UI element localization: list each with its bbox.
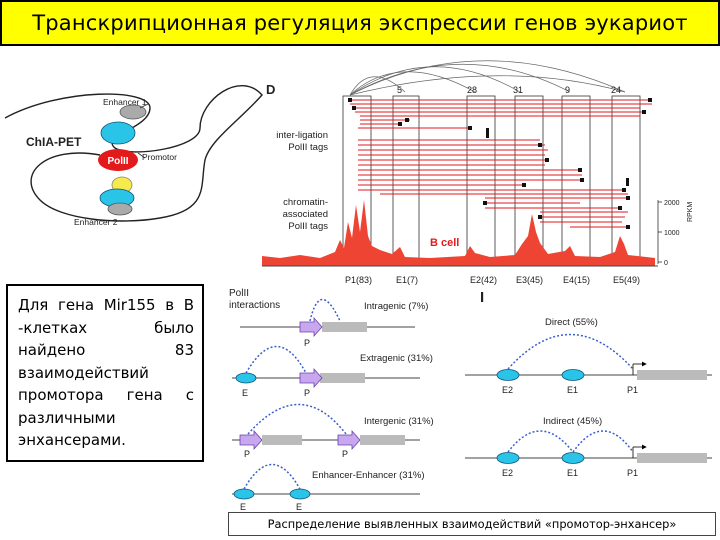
indirect-label: Indirect (45%) <box>543 416 603 427</box>
region-label-e3: E3(45) <box>516 275 544 285</box>
direct-diagram <box>465 317 712 395</box>
region-label-e4: E4(15) <box>563 275 591 285</box>
enhancer1-label: Enhancer 1 <box>103 97 147 107</box>
chiapet-label: ChIA-PET <box>26 135 82 149</box>
chromatin-label-2: associated <box>282 209 328 220</box>
direct-label: Direct (55%) <box>545 317 598 328</box>
indirect-diagram <box>465 416 712 478</box>
enhancer1-cyan-oval <box>101 122 135 144</box>
interaction-rows <box>350 100 652 227</box>
caption-box <box>228 512 716 536</box>
caption-text: Распределение выявленных взаимодействий «промотор-энхансер» <box>267 517 677 531</box>
chiapet-illustration <box>5 86 262 227</box>
svg-text:P: P <box>304 388 311 398</box>
svg-text:E1: E1 <box>567 468 579 478</box>
extragenic-label: Extragenic (31%) <box>360 353 433 364</box>
arc-count-4: 9 <box>565 85 571 95</box>
svg-text:E: E <box>242 388 249 398</box>
enhancer2-gray-oval <box>108 203 132 215</box>
panel-i <box>229 288 712 512</box>
chromatin-label-3: PolII tags <box>288 221 328 232</box>
description-text: Для гена Mir155 в В -клетках было найдено 83 взаимодействий промотора гена с различными энхансерами. <box>18 296 194 449</box>
svg-text:P: P <box>304 338 311 348</box>
b-cell-label: B cell <box>430 237 460 249</box>
interaction-dots <box>348 98 652 229</box>
description-box <box>6 284 204 462</box>
enhancer2-label: Enhancer 2 <box>74 217 118 227</box>
svg-text:P: P <box>342 449 349 459</box>
enhancer-enhancer-diagram <box>232 465 424 513</box>
ligation-label-2: PolII tags <box>288 142 328 153</box>
polii-header-1: PolII <box>229 288 250 299</box>
intergenic-diagram <box>232 405 434 460</box>
svg-text:P1: P1 <box>627 385 639 395</box>
rpkm-tick-2000: 2000 <box>664 200 680 207</box>
rpkm-tick-1000: 1000 <box>664 230 680 237</box>
rpkm-tick-0: 0 <box>664 260 668 267</box>
arc-count-3: 31 <box>513 85 524 95</box>
region-label-e1: E1(7) <box>396 275 419 285</box>
region-label-e5: E5(49) <box>613 275 641 285</box>
title-bar <box>0 0 720 46</box>
intergenic-label: Intergenic (31%) <box>364 416 434 427</box>
svg-text:E: E <box>296 502 303 512</box>
intragenic-label: Intragenic (7%) <box>364 301 429 312</box>
svg-text:E2: E2 <box>502 468 514 478</box>
arc-count-2: 28 <box>467 85 478 95</box>
polii-header-2: interactions <box>229 300 281 311</box>
region-label-p1: P1(83) <box>345 275 373 285</box>
panel-d <box>262 61 694 285</box>
interaction-arcs <box>350 61 625 95</box>
ligation-label-1: inter-ligation <box>276 130 328 141</box>
region-label-e2: E2(42) <box>470 275 498 285</box>
svg-text:E1: E1 <box>567 385 579 395</box>
svg-text:E: E <box>240 502 247 512</box>
page-title: Транскрипционная регуляция экспрессии генов эукариот <box>32 11 688 35</box>
rpkm-axis <box>658 200 662 264</box>
region-boxes <box>343 96 640 266</box>
panel-d-letter: D <box>266 82 276 97</box>
extragenic-diagram <box>232 347 433 399</box>
svg-text:P1: P1 <box>627 468 639 478</box>
enhancer-enhancer-label: Enhancer-Enhancer (31%) <box>312 470 425 481</box>
svg-text:P: P <box>244 449 251 459</box>
polii-label: PolII <box>107 156 129 167</box>
panel-i-letter: I <box>480 289 485 306</box>
arc-count-1: 5 <box>397 85 403 95</box>
promotor-label: Promotor <box>142 152 177 162</box>
arc-count-5: 24 <box>611 85 622 95</box>
svg-text:E2: E2 <box>502 385 514 395</box>
rpkm-unit: RPKM <box>687 201 694 222</box>
chromatin-label-1: chromatin- <box>283 197 328 208</box>
